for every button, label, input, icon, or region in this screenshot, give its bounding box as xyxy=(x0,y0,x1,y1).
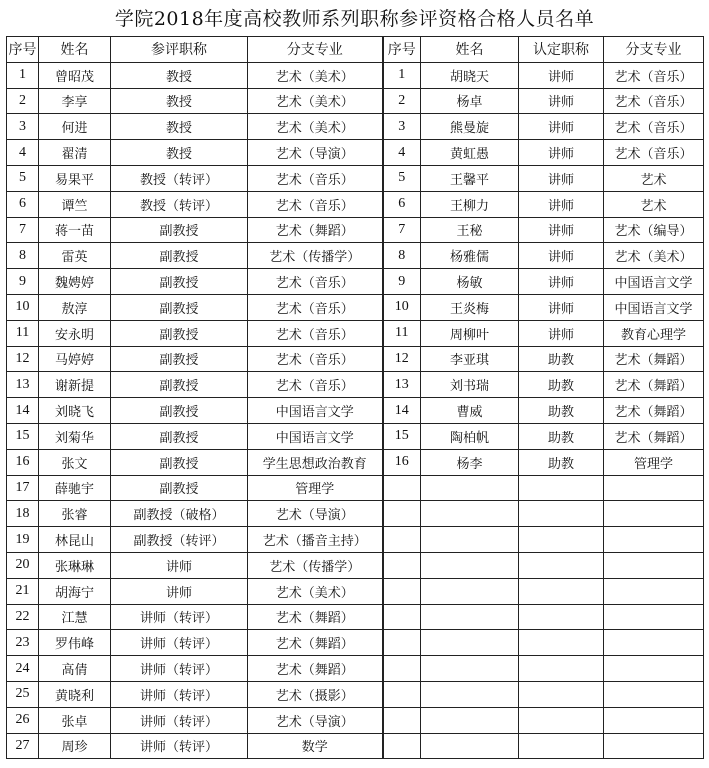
left-cell-name: 高倩 xyxy=(39,656,111,682)
left-cell-index: 5 xyxy=(7,165,39,191)
right-cell-specialty xyxy=(604,527,704,553)
left-cell-specialty: 中国语言文学 xyxy=(248,423,383,449)
right-header-name: 姓名 xyxy=(421,37,519,63)
right-cell-title: 讲师 xyxy=(519,88,604,114)
right-cell-title: 讲师 xyxy=(519,269,604,295)
right-cell-title: 讲师 xyxy=(519,217,604,243)
table-row xyxy=(7,114,704,140)
left-cell-specialty: 艺术（音乐） xyxy=(248,269,383,295)
right-cell-index xyxy=(383,733,421,759)
left-cell-specialty: 数学 xyxy=(248,733,383,759)
right-cell-title: 讲师 xyxy=(519,243,604,269)
left-cell-name: 魏娉婷 xyxy=(39,269,111,295)
right-cell-index xyxy=(383,707,421,733)
right-cell-index xyxy=(383,681,421,707)
right-cell-title xyxy=(519,630,604,656)
left-cell-title: 教授 xyxy=(111,140,248,166)
table-row xyxy=(7,527,704,553)
table-row xyxy=(7,501,704,527)
left-cell-title: 讲师（转评） xyxy=(111,604,248,630)
right-cell-title: 讲师 xyxy=(519,294,604,320)
left-cell-title: 讲师 xyxy=(111,578,248,604)
right-header-index: 序号 xyxy=(383,37,421,63)
right-cell-specialty: 中国语言文学 xyxy=(604,294,704,320)
left-cell-title: 教授 xyxy=(111,88,248,114)
right-cell-specialty xyxy=(604,578,704,604)
left-cell-specialty: 艺术（播音主持） xyxy=(248,527,383,553)
left-cell-index: 12 xyxy=(7,346,39,372)
left-cell-title: 教授（转评） xyxy=(111,191,248,217)
right-cell-index xyxy=(383,501,421,527)
right-cell-index xyxy=(383,656,421,682)
right-cell-name xyxy=(421,630,519,656)
right-cell-index: 12 xyxy=(383,346,421,372)
left-cell-index: 26 xyxy=(7,707,39,733)
right-cell-title: 讲师 xyxy=(519,165,604,191)
right-cell-specialty xyxy=(604,475,704,501)
left-cell-specialty: 艺术（美术） xyxy=(248,88,383,114)
right-cell-name: 王炎梅 xyxy=(421,294,519,320)
left-cell-specialty: 艺术（舞蹈） xyxy=(248,217,383,243)
left-cell-name: 雷英 xyxy=(39,243,111,269)
left-cell-name: 张睿 xyxy=(39,501,111,527)
roster-table-container xyxy=(6,36,703,760)
right-cell-index xyxy=(383,630,421,656)
left-cell-name: 谢新提 xyxy=(39,372,111,398)
table-header-row xyxy=(7,37,704,63)
left-cell-title: 讲师 xyxy=(111,552,248,578)
right-cell-title xyxy=(519,527,604,553)
left-cell-index: 16 xyxy=(7,449,39,475)
right-cell-specialty: 艺术（舞蹈） xyxy=(604,398,704,424)
left-cell-title: 讲师（转评） xyxy=(111,681,248,707)
left-cell-title: 讲师（转评） xyxy=(111,630,248,656)
right-cell-specialty xyxy=(604,630,704,656)
left-cell-index: 7 xyxy=(7,217,39,243)
left-cell-title: 副教授 xyxy=(111,372,248,398)
left-cell-specialty: 艺术（舞蹈） xyxy=(248,630,383,656)
left-cell-title: 讲师（转评） xyxy=(111,656,248,682)
left-cell-name: 翟清 xyxy=(39,140,111,166)
right-cell-specialty: 艺术 xyxy=(604,165,704,191)
left-cell-name: 张琳琳 xyxy=(39,552,111,578)
right-cell-title xyxy=(519,656,604,682)
right-cell-index xyxy=(383,552,421,578)
right-cell-index xyxy=(383,604,421,630)
right-cell-specialty: 艺术（舞蹈） xyxy=(604,346,704,372)
left-cell-specialty: 艺术（音乐） xyxy=(248,191,383,217)
right-cell-index: 7 xyxy=(383,217,421,243)
right-cell-specialty: 艺术（编导） xyxy=(604,217,704,243)
left-cell-name: 江慧 xyxy=(39,604,111,630)
left-cell-name: 罗伟峰 xyxy=(39,630,111,656)
left-cell-index: 23 xyxy=(7,630,39,656)
left-cell-index: 4 xyxy=(7,140,39,166)
left-cell-title: 副教授 xyxy=(111,294,248,320)
left-cell-index: 1 xyxy=(7,62,39,88)
right-cell-title: 助教 xyxy=(519,372,604,398)
left-header-index: 序号 xyxy=(7,37,39,63)
left-cell-name: 李享 xyxy=(39,88,111,114)
right-cell-name xyxy=(421,578,519,604)
right-cell-name: 刘书瑞 xyxy=(421,372,519,398)
right-cell-index: 3 xyxy=(383,114,421,140)
left-cell-index: 25 xyxy=(7,681,39,707)
left-cell-name: 谭竺 xyxy=(39,191,111,217)
table-row xyxy=(7,88,704,114)
right-cell-title xyxy=(519,578,604,604)
right-cell-index: 10 xyxy=(383,294,421,320)
left-cell-name: 曾昭茂 xyxy=(39,62,111,88)
left-cell-title: 副教授（转评） xyxy=(111,527,248,553)
right-cell-title xyxy=(519,475,604,501)
table-row xyxy=(7,449,704,475)
left-cell-index: 17 xyxy=(7,475,39,501)
left-cell-index: 18 xyxy=(7,501,39,527)
left-cell-index: 2 xyxy=(7,88,39,114)
table-row xyxy=(7,552,704,578)
table-row xyxy=(7,656,704,682)
right-cell-specialty: 艺术 xyxy=(604,191,704,217)
right-cell-title: 助教 xyxy=(519,449,604,475)
right-cell-specialty: 管理学 xyxy=(604,449,704,475)
left-cell-title: 副教授 xyxy=(111,398,248,424)
table-row xyxy=(7,243,704,269)
right-cell-specialty xyxy=(604,501,704,527)
left-header-specialty: 分支专业 xyxy=(248,37,383,63)
right-cell-index: 8 xyxy=(383,243,421,269)
right-cell-index: 14 xyxy=(383,398,421,424)
right-cell-specialty xyxy=(604,707,704,733)
right-cell-title: 讲师 xyxy=(519,191,604,217)
right-cell-name: 周柳叶 xyxy=(421,320,519,346)
right-cell-name: 杨卓 xyxy=(421,88,519,114)
table-row xyxy=(7,320,704,346)
left-cell-index: 15 xyxy=(7,423,39,449)
right-cell-name: 陶柏帆 xyxy=(421,423,519,449)
right-cell-title xyxy=(519,733,604,759)
right-cell-name xyxy=(421,527,519,553)
right-cell-specialty: 艺术（舞蹈） xyxy=(604,423,704,449)
left-cell-name: 安永明 xyxy=(39,320,111,346)
table-row xyxy=(7,372,704,398)
left-cell-name: 刘晓飞 xyxy=(39,398,111,424)
left-cell-specialty: 艺术（舞蹈） xyxy=(248,656,383,682)
table-row xyxy=(7,165,704,191)
right-cell-specialty: 艺术（音乐） xyxy=(604,114,704,140)
right-cell-specialty xyxy=(604,733,704,759)
table-row xyxy=(7,707,704,733)
left-cell-specialty: 艺术（导演） xyxy=(248,707,383,733)
table-row xyxy=(7,475,704,501)
right-cell-name: 李亚琪 xyxy=(421,346,519,372)
right-cell-index xyxy=(383,475,421,501)
left-cell-title: 教授 xyxy=(111,114,248,140)
left-cell-index: 13 xyxy=(7,372,39,398)
table-row xyxy=(7,140,704,166)
left-cell-title: 讲师（转评） xyxy=(111,733,248,759)
left-header-name: 姓名 xyxy=(39,37,111,63)
right-cell-name xyxy=(421,552,519,578)
right-cell-index xyxy=(383,527,421,553)
right-cell-index: 13 xyxy=(383,372,421,398)
left-cell-name: 张卓 xyxy=(39,707,111,733)
left-cell-index: 3 xyxy=(7,114,39,140)
right-cell-name: 熊曼旋 xyxy=(421,114,519,140)
table-row xyxy=(7,604,704,630)
table-row xyxy=(7,269,704,295)
right-cell-name: 王秘 xyxy=(421,217,519,243)
left-cell-name: 蒋一苗 xyxy=(39,217,111,243)
right-cell-name: 王柳力 xyxy=(421,191,519,217)
left-cell-specialty: 艺术（美术） xyxy=(248,578,383,604)
left-cell-index: 24 xyxy=(7,656,39,682)
left-cell-index: 20 xyxy=(7,552,39,578)
right-cell-title: 讲师 xyxy=(519,320,604,346)
left-cell-index: 10 xyxy=(7,294,39,320)
left-cell-title: 副教授 xyxy=(111,269,248,295)
right-cell-name xyxy=(421,501,519,527)
right-cell-name: 曹威 xyxy=(421,398,519,424)
left-cell-name: 薛驰宇 xyxy=(39,475,111,501)
left-cell-title: 副教授 xyxy=(111,243,248,269)
left-cell-specialty: 艺术（音乐） xyxy=(248,165,383,191)
left-cell-specialty: 艺术（音乐） xyxy=(248,372,383,398)
right-cell-index: 2 xyxy=(383,88,421,114)
left-cell-name: 刘菊华 xyxy=(39,423,111,449)
right-cell-name: 杨李 xyxy=(421,449,519,475)
right-cell-name: 杨雅儒 xyxy=(421,243,519,269)
left-cell-index: 21 xyxy=(7,578,39,604)
left-cell-name: 敖淳 xyxy=(39,294,111,320)
right-cell-title: 助教 xyxy=(519,423,604,449)
left-cell-specialty: 艺术（美术） xyxy=(248,62,383,88)
left-header-title: 参评职称 xyxy=(111,37,248,63)
right-cell-index xyxy=(383,578,421,604)
left-cell-title: 副教授 xyxy=(111,423,248,449)
table-row xyxy=(7,733,704,759)
left-cell-index: 6 xyxy=(7,191,39,217)
right-cell-name: 杨敏 xyxy=(421,269,519,295)
left-cell-title: 教授（转评） xyxy=(111,165,248,191)
right-cell-name: 黄虹愚 xyxy=(421,140,519,166)
left-cell-index: 22 xyxy=(7,604,39,630)
right-cell-name xyxy=(421,707,519,733)
right-cell-title: 讲师 xyxy=(519,114,604,140)
left-cell-name: 易果平 xyxy=(39,165,111,191)
left-cell-specialty: 艺术（导演） xyxy=(248,140,383,166)
left-cell-index: 11 xyxy=(7,320,39,346)
right-cell-specialty xyxy=(604,681,704,707)
right-cell-name xyxy=(421,733,519,759)
left-cell-name: 马婷婷 xyxy=(39,346,111,372)
left-cell-specialty: 艺术（舞蹈） xyxy=(248,604,383,630)
roster-table xyxy=(6,36,704,759)
table-row xyxy=(7,217,704,243)
left-cell-name: 张文 xyxy=(39,449,111,475)
right-cell-title xyxy=(519,604,604,630)
left-cell-name: 黄晓利 xyxy=(39,681,111,707)
page-title: 学院2018年度高校教师系列职称参评资格合格人员名单 xyxy=(114,8,595,30)
right-cell-index: 4 xyxy=(383,140,421,166)
right-cell-title: 讲师 xyxy=(519,62,604,88)
right-cell-title xyxy=(519,501,604,527)
left-cell-title: 副教授（破格） xyxy=(111,501,248,527)
right-cell-index: 9 xyxy=(383,269,421,295)
left-cell-specialty: 艺术（导演） xyxy=(248,501,383,527)
left-cell-specialty: 艺术（摄影） xyxy=(248,681,383,707)
left-cell-index: 14 xyxy=(7,398,39,424)
table-row xyxy=(7,578,704,604)
table-row xyxy=(7,62,704,88)
right-cell-index: 1 xyxy=(383,62,421,88)
left-cell-index: 9 xyxy=(7,269,39,295)
left-cell-specialty: 管理学 xyxy=(248,475,383,501)
left-cell-title: 副教授 xyxy=(111,217,248,243)
right-cell-index: 5 xyxy=(383,165,421,191)
left-cell-title: 讲师（转评） xyxy=(111,707,248,733)
table-body xyxy=(7,62,704,759)
right-cell-specialty: 艺术（音乐） xyxy=(604,62,704,88)
right-cell-index: 15 xyxy=(383,423,421,449)
left-cell-name: 周珍 xyxy=(39,733,111,759)
right-cell-specialty xyxy=(604,552,704,578)
left-cell-specialty: 艺术（音乐） xyxy=(248,320,383,346)
right-cell-specialty xyxy=(604,656,704,682)
right-cell-title: 助教 xyxy=(519,398,604,424)
left-cell-index: 27 xyxy=(7,733,39,759)
left-cell-specialty: 艺术（音乐） xyxy=(248,294,383,320)
left-cell-specialty: 艺术（美术） xyxy=(248,114,383,140)
right-cell-title xyxy=(519,681,604,707)
left-cell-title: 副教授 xyxy=(111,320,248,346)
table-row xyxy=(7,398,704,424)
right-cell-title: 讲师 xyxy=(519,140,604,166)
table-row xyxy=(7,630,704,656)
left-cell-specialty: 艺术（音乐） xyxy=(248,346,383,372)
right-cell-name xyxy=(421,656,519,682)
table-row xyxy=(7,423,704,449)
right-cell-name xyxy=(421,475,519,501)
table-row xyxy=(7,294,704,320)
right-cell-index: 11 xyxy=(383,320,421,346)
left-cell-specialty: 学生思想政治教育 xyxy=(248,449,383,475)
table-row xyxy=(7,191,704,217)
right-cell-title xyxy=(519,552,604,578)
right-header-specialty: 分支专业 xyxy=(604,37,704,63)
left-cell-specialty: 中国语言文学 xyxy=(248,398,383,424)
table-row xyxy=(7,681,704,707)
right-cell-specialty: 艺术（舞蹈） xyxy=(604,372,704,398)
right-cell-title xyxy=(519,707,604,733)
left-cell-title: 副教授 xyxy=(111,475,248,501)
right-cell-specialty: 艺术（音乐） xyxy=(604,140,704,166)
left-cell-title: 副教授 xyxy=(111,449,248,475)
right-header-title: 认定职称 xyxy=(519,37,604,63)
right-cell-specialty xyxy=(604,604,704,630)
right-cell-index: 16 xyxy=(383,449,421,475)
table-row xyxy=(7,346,704,372)
left-cell-name: 胡海宁 xyxy=(39,578,111,604)
left-cell-index: 8 xyxy=(7,243,39,269)
right-cell-name: 王馨平 xyxy=(421,165,519,191)
right-cell-index: 6 xyxy=(383,191,421,217)
right-cell-title: 助教 xyxy=(519,346,604,372)
left-cell-index: 19 xyxy=(7,527,39,553)
right-cell-name xyxy=(421,604,519,630)
right-cell-specialty: 教育心理学 xyxy=(604,320,704,346)
right-cell-specialty: 艺术（音乐） xyxy=(604,88,704,114)
left-cell-title: 教授 xyxy=(111,62,248,88)
right-cell-name: 胡晓天 xyxy=(421,62,519,88)
right-cell-name xyxy=(421,681,519,707)
left-cell-specialty: 艺术（传播学） xyxy=(248,552,383,578)
right-cell-specialty: 艺术（美术） xyxy=(604,243,704,269)
left-cell-specialty: 艺术（传播学） xyxy=(248,243,383,269)
left-cell-name: 林昆山 xyxy=(39,527,111,553)
right-cell-specialty: 中国语言文学 xyxy=(604,269,704,295)
left-cell-name: 何进 xyxy=(39,114,111,140)
left-cell-title: 副教授 xyxy=(111,346,248,372)
